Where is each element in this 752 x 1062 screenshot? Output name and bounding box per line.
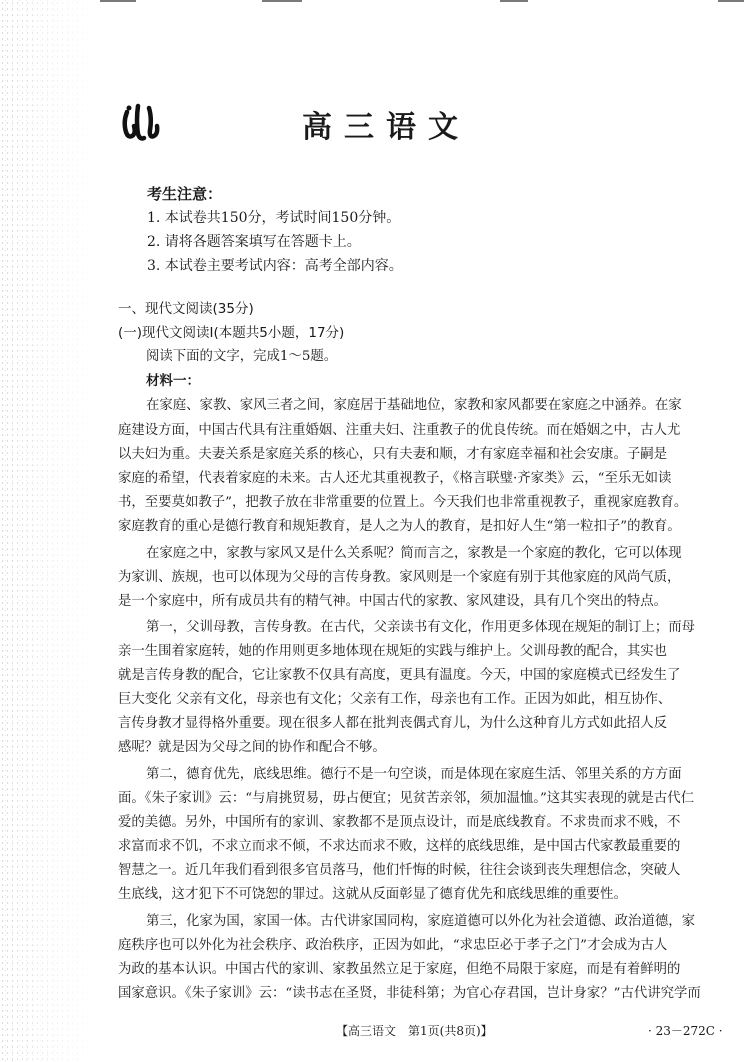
paragraph-line: 庭秩序也可以外化为社会秩序、政治秩序，正因为如此，“求忠臣必于孝子之门”才会成为古人 <box>118 938 668 953</box>
paragraph-line: 国家意识。《朱子家训》云：“读书志在圣贤，非徒科第；为官心存君国，岂计身家？”古代讲究学而 <box>118 986 701 1001</box>
paragraph-line: 以夫妇为重。夫妻关系是家庭关系的核心，只有夫妻和顺，才有家庭幸福和社会安康。子嗣是 <box>118 447 668 462</box>
paragraph-line: 就是言传身教的配合，它让家教不仅具有高度，更具有温度。今天，中国的家庭模式已经发生了 <box>118 668 681 683</box>
notice-item: 3. 本试卷主要考试内容：高考全部内容。 <box>147 258 403 274</box>
section-title: 一、现代文阅读(35分) <box>118 301 254 317</box>
paragraph-line: 第三，化家为国，家国一体。古代讲家国同构，家庭道德可以外化为社会道德、政治道德，家 <box>146 914 696 929</box>
section-subtitle: (一)现代文阅读Ⅰ(本题共5小题，17分) <box>118 325 345 341</box>
paragraph-line: 巨大变化 父亲有文化，母亲也有文化；父亲有工作，母亲也有工作。正因为如此，相互协作、 <box>118 692 672 707</box>
notice-heading: 考生注意： <box>147 185 223 203</box>
paragraph-line: 求富而求不饥，不求立而求不倾，不求达而求不败，这样的底线思维，是中国古代家教最重要的 <box>118 839 681 854</box>
material-label: 材料一： <box>146 373 200 389</box>
paragraph-line: 言传身教才显得格外重要。现在很多人都在批判丧偶式育儿，为什么这种育儿方式如此招人反 <box>118 716 668 731</box>
paragraph-line: 第二，德育优先，底线思维。德行不是一句空谈，而是体现在家庭生活、邻里关系的方方面 <box>146 767 682 782</box>
paragraph-line: 第一，父训母教，言传身教。在古代，父亲读书有文化，作用更多体现在规矩的制订上；而母 <box>146 620 696 635</box>
scan-edge-mark <box>262 0 302 2</box>
paragraph-line: 在家庭、家教、家风三者之间，家庭居于基础地位，家教和家风都要在家庭之中涵养。在家 <box>146 398 682 413</box>
page-title: 高三语文 <box>302 110 470 145</box>
scan-edge-mark <box>500 0 528 2</box>
footer-page-label: 【高三语文 第1页(共8页)】 <box>336 1024 493 1038</box>
scan-edge-mark <box>718 0 744 2</box>
paragraph-line: 是一个家庭中，所有成员共有的精气神。中国古代的家教、家风建设，具有几个突出的特点。 <box>118 594 668 609</box>
paragraph-line: 感呢？就是因为父母之间的协作和配合不够。 <box>118 740 386 755</box>
notice-item: 2. 请将各题答案填写在答题卡上。 <box>147 234 361 250</box>
notice-item: 1. 本试卷共150分，考试时间150分钟。 <box>147 210 401 226</box>
paragraph-line: 庭建设方面，中国古代具有注重婚姻、注重夫妇、注重教子的优良传统。而在婚姻之中，古人尤 <box>118 423 681 438</box>
exam-notice <box>147 182 403 278</box>
paragraph-line: 面。《朱子家训》云：“与肩挑贸易，毋占便宜；见贫苦亲邻，须加温恤。”这其实表现的就是古代仁 <box>118 791 695 806</box>
scan-speckle-fade <box>0 0 96 1062</box>
paragraph-line: 爱的美德。另外，中国所有的家训、家教都不是顶点设计，而是底线教育。不求贵而求不贱，不 <box>118 815 681 830</box>
paragraph-line: 生底线，这才犯下不可饶恕的罪过。这就从反面彰显了德育优先和底线思维的重要性。 <box>118 887 627 902</box>
scan-edge-mark <box>100 0 136 2</box>
paragraph-line: 智慧之一。近几年我们看到很多官员落马，他们忏悔的时候，往往会谈到丧失理想信念，突破人 <box>118 863 681 878</box>
paragraph-line: 为家训、族规，也可以体现为父母的言传身教。家风则是一个家庭有别于其他家庭的风尚气质， <box>118 570 681 585</box>
paragraph-line: 亲一生围着家庭转，她的作用则更多地体现在规矩的实践与维护上。父训母教的配合，其实也 <box>118 644 668 659</box>
footer-code: · 23－272C · <box>648 1024 723 1038</box>
paragraph-line: 书，至要莫如教子”，把教子放在非常重要的位置上。今天我们也非常重视教子，重视家庭教育。 <box>118 495 688 510</box>
paragraph-line: 家庭教育的重心是德行教育和规矩教育，是人之为人的教育，是扣好人生“第一粒扣子”的教育。 <box>118 519 681 534</box>
paragraph-line: 在家庭之中，家教与家风又是什么关系呢？简而言之，家教是一个家庭的教化，它可以体现 <box>146 546 682 561</box>
section-instruction: 阅读下面的文字，完成1～5题。 <box>146 349 338 364</box>
paragraph-line: 为政的基本认识。中国古代的家训、家教虽然立足于家庭，但绝不局限于家庭，而是有着鲜明的 <box>118 962 681 977</box>
paragraph-line: 家庭的希望，代表着家庭的未来。古人还尤其重视教子，《格言联璧·齐家类》云，“至乐无如读 <box>118 471 672 486</box>
